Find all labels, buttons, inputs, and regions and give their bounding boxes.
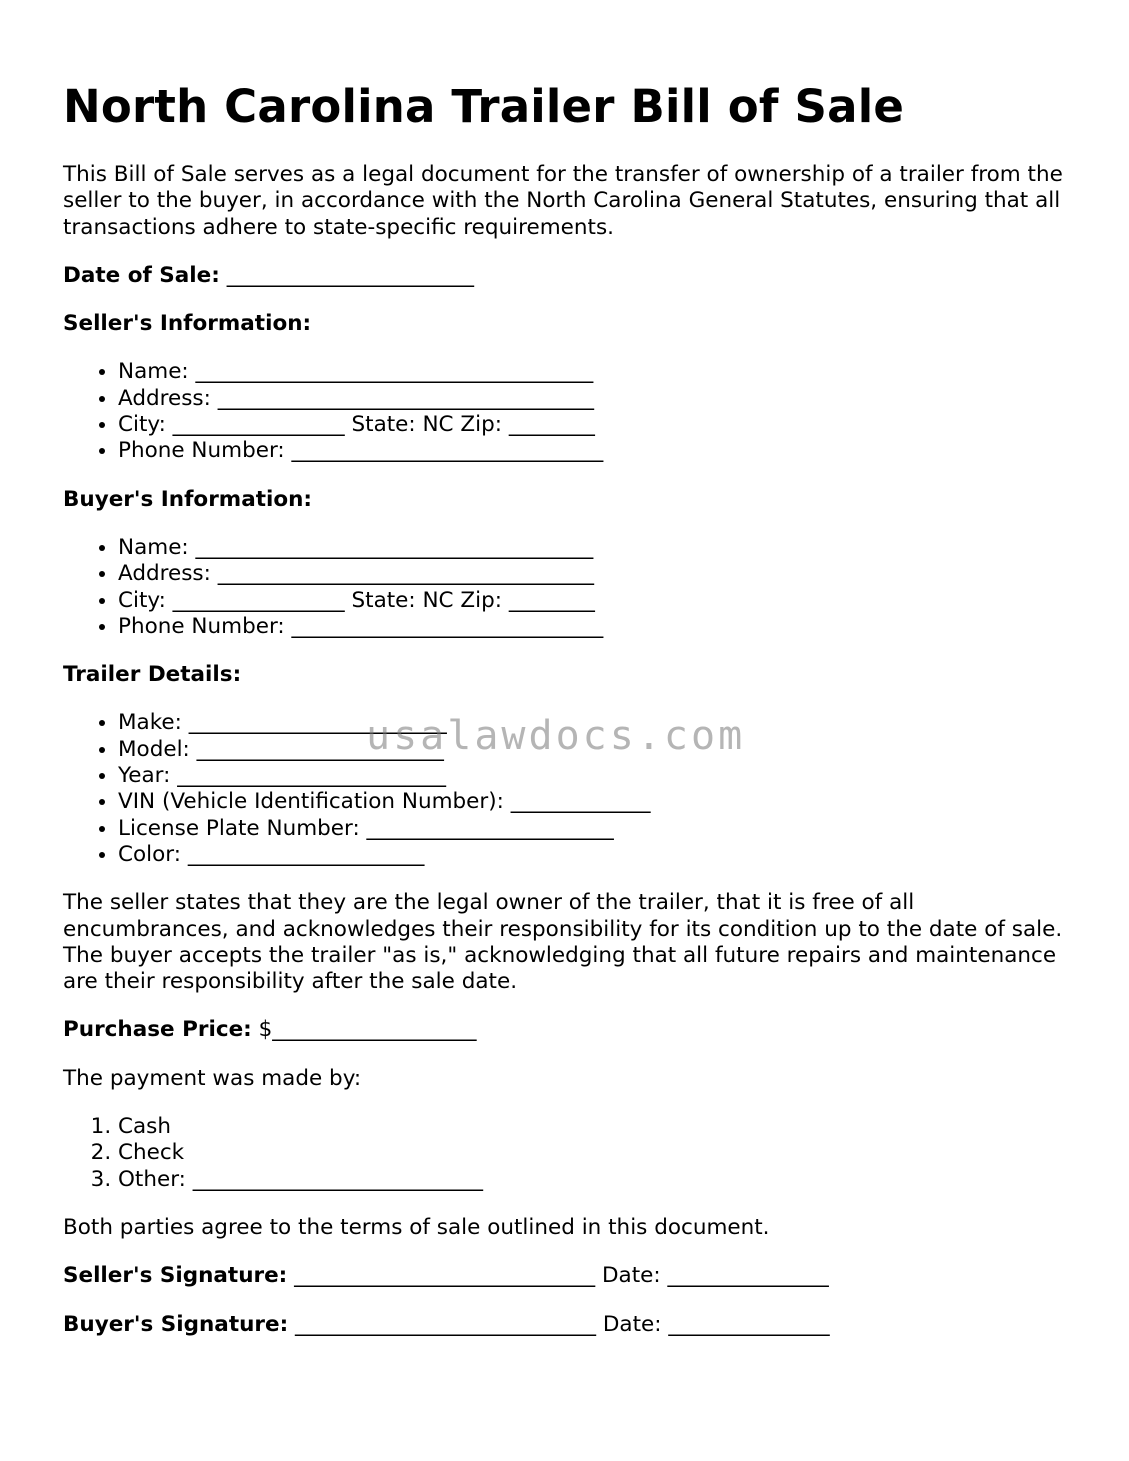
trailer-model-field[interactable]: • Model: _______________________	[118, 737, 1063, 763]
buyer-date-label: Date:	[602, 1311, 662, 1337]
trailer-vin-field[interactable]: • VIN (Vehicle Identification Number): _____________	[118, 789, 1063, 815]
trailer-year-field[interactable]: • Year: _________________________	[118, 763, 1063, 789]
watermark: usalawdocs.com	[366, 713, 746, 759]
trailer-details-list	[63, 710, 1063, 868]
seller-signature-line	[63, 1263, 1063, 1289]
payment-intro: The payment was made by:	[63, 1065, 362, 1091]
buyer-info-list	[63, 535, 1063, 640]
payment-method-list	[63, 1114, 1063, 1193]
trailer-license-plate-field[interactable]: • License Plate Number: _______________________	[118, 816, 1063, 842]
trailer-make-field[interactable]: • Make: ________________________	[118, 710, 1063, 736]
date-of-sale-line	[63, 263, 1063, 289]
purchase-price-label: Purchase Price:	[63, 1017, 252, 1043]
buyer-name-field[interactable]: • Name: _____________________________________	[118, 535, 1063, 561]
purchase-price-field[interactable]: $___________________	[258, 1017, 477, 1043]
seller-date-field[interactable]: _______________	[667, 1263, 829, 1289]
trailer-details-heading: Trailer Details:	[63, 662, 242, 688]
seller-phone-field[interactable]: • Phone Number: _____________________________	[118, 438, 1063, 464]
buyer-signature-label: Buyer's Signature:	[63, 1311, 289, 1337]
buyer-signature-line	[63, 1312, 1063, 1338]
seller-info-heading: Seller's Information:	[63, 311, 312, 337]
date-of-sale-label: Date of Sale:	[63, 262, 220, 288]
document-page	[63, 78, 1063, 1338]
seller-statement-paragraph: The seller states that they are the legal owner of the trailer, that it is free of all encumbrances, and acknowledges their responsibility for its condition up to the date of sale. The buyer accepts the trailer "as is," acknowledging that all future repairs and maintenance are their responsibility after the sale date.	[63, 890, 1063, 995]
buyer-city-state-zip-field[interactable]: • City: ________________ State: NC Zip: ________	[118, 588, 1063, 614]
seller-signature-field[interactable]: ____________________________	[294, 1263, 596, 1289]
payment-option-cash[interactable]: 1. Cash	[118, 1114, 1063, 1140]
payment-option-other[interactable]: 3. Other: ___________________________	[118, 1167, 1063, 1193]
intro-paragraph: This Bill of Sale serves as a legal document for the transfer of ownership of a trailer from the seller to the buyer, in accordance with the North Carolina General Statutes, ensuring that all transactions adhere to state-specific requirements.	[63, 162, 1063, 240]
buyer-phone-field[interactable]: • Phone Number: _____________________________	[118, 614, 1063, 640]
buyer-info-heading: Buyer's Information:	[63, 486, 313, 512]
purchase-price-line	[63, 1017, 1063, 1043]
agreement-paragraph: Both parties agree to the terms of sale outlined in this document.	[63, 1214, 770, 1240]
seller-info-list	[63, 359, 1063, 464]
date-of-sale-field[interactable]: _______________________	[226, 262, 474, 288]
seller-date-label: Date:	[601, 1263, 661, 1289]
buyer-date-field[interactable]: _______________	[668, 1311, 830, 1337]
buyer-address-field[interactable]: • Address: ___________________________________	[118, 561, 1063, 587]
seller-city-state-zip-field[interactable]: • City: ________________ State: NC Zip: ________	[118, 412, 1063, 438]
seller-name-field[interactable]: • Name: _____________________________________	[118, 359, 1063, 385]
payment-option-check[interactable]: 2. Check	[118, 1140, 1063, 1166]
seller-address-field[interactable]: • Address: ___________________________________	[118, 386, 1063, 412]
seller-signature-label: Seller's Signature:	[63, 1263, 288, 1289]
buyer-signature-field[interactable]: ____________________________	[295, 1311, 597, 1337]
page-title: North Carolina Trailer Bill of Sale	[63, 80, 905, 133]
trailer-color-field[interactable]: • Color: ______________________	[118, 842, 1063, 868]
